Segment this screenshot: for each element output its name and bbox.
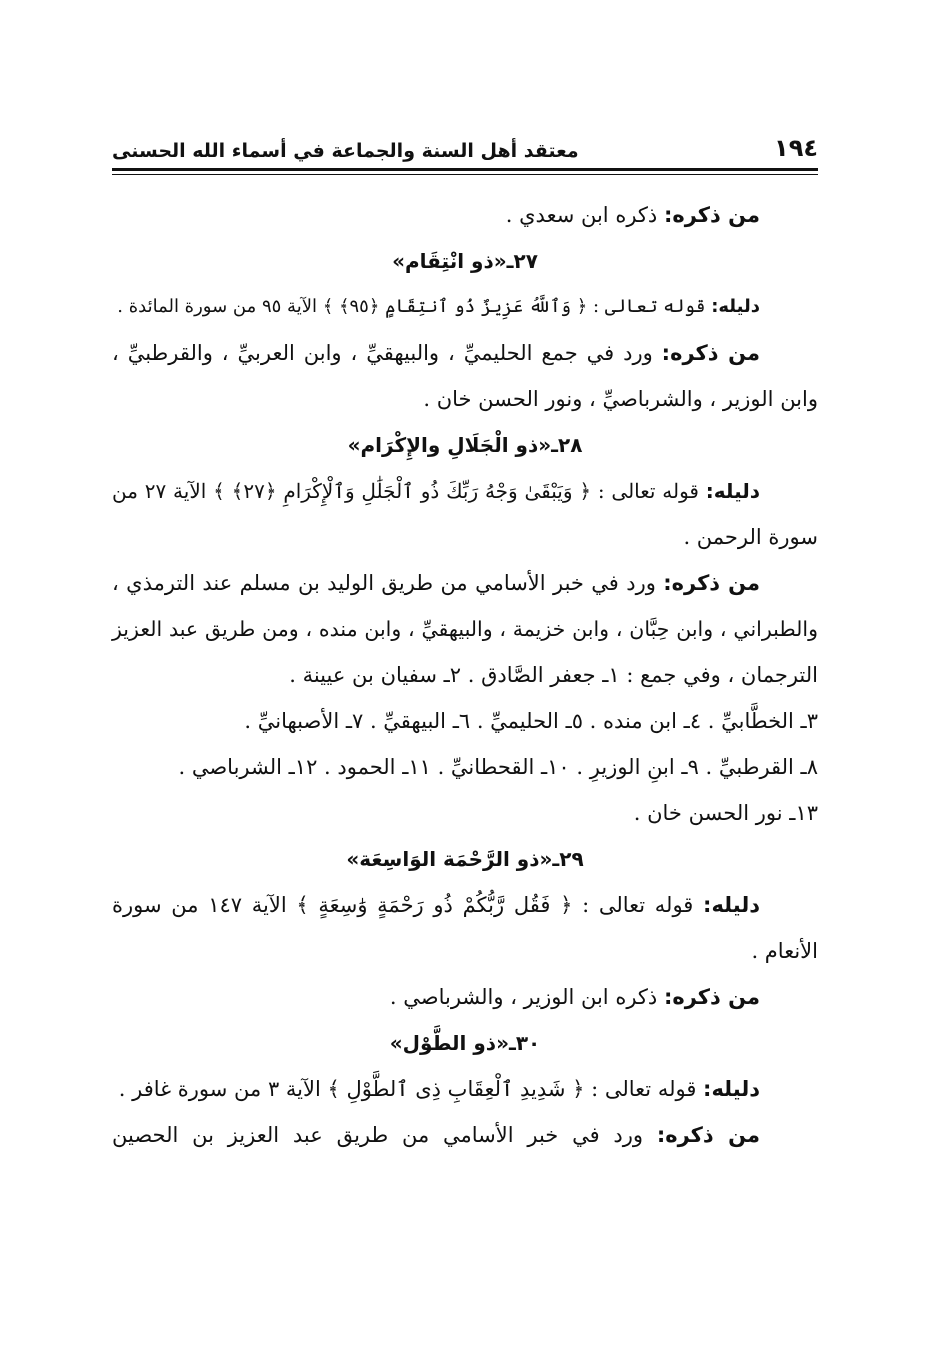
mentioned-label: من ذكره: (661, 341, 760, 365)
body-text (112, 192, 818, 1158)
mentioned-label: من ذكره: (656, 1123, 760, 1147)
mentioned-text: ورد في خبر الأسامي من طريق الوليد بن مسلم عند الترمذي ، (112, 571, 664, 595)
mentioned-line: والطبراني ، وابن حِبَّان ، وابن خزيمة ، والبيهقيِّ ، وابن منده ، ومن طريق عبد العزيز (112, 617, 818, 641)
header-title: معتقد أهل السنة والجماعة في أسماء الله الحسنى (112, 140, 579, 162)
mentioned-line (112, 560, 818, 606)
evidence-text: قوله تعالى : ﴿ شَدِيدِ ٱلْعِقَابِ ذِى ٱلطَّوْلِ ﴾ الآية ٣ من سورة غافر . (118, 1077, 704, 1101)
mentioned-line (112, 330, 818, 376)
mentioned-label: من ذكره: (663, 571, 760, 595)
evidence-label: دليله: (711, 296, 760, 317)
evidence-text: قوله تعالى : ﴿ وَيَبْقَىٰ وَجْهُ رَبِّكَ ذُو ٱلْجَلَٰلِ وَٱلْإِكْرَامِ ﴿٢٧﴾ ﴾ الآية ٢٧ من (112, 479, 706, 503)
evidence-line: سورة الرحمن . (683, 525, 818, 549)
evidence-label: دليله: (705, 479, 761, 503)
intro-mentioned-line (112, 192, 818, 238)
evidence-text: قوله تعالى : ﴿ وَٱللَّهُ عَزِيزٌ ذُو ٱنتِقَامٍ ﴿٩٥﴾ ﴾ الآية ٩٥ من سورة المائدة . (117, 296, 712, 317)
evidence-label: دليله: (703, 893, 760, 917)
section-heading: ٣٠ـ«ذو الطَّوْل» (389, 1031, 541, 1055)
evidence-line (112, 882, 818, 928)
section-heading: ٢٩ـ«ذو الرَّحْمَة الوَاسِعَة» (346, 847, 584, 871)
mentioned-line: ٨ـ القرطبيِّ . ٩ـ ابنِ الوزيرِ . ١٠ـ القحطانيِّ . ١١ـ الحمود . ١٢ـ الشرباصي . (178, 755, 818, 779)
mentioned-text: ذكره ابن الوزير ، والشرباصي . (389, 985, 664, 1009)
evidence-line (112, 1066, 818, 1112)
evidence-line (112, 284, 818, 330)
evidence-text: قوله تعالى : ﴿ فَقُل رَّبُّكُمْ ذُو رَحْمَةٍ وَٰسِعَةٍ ﴾ الآية ١٤٧ من سورة (112, 893, 704, 917)
page-number: ١٩٤ (774, 134, 818, 162)
section-heading: ٢٨ـ«ذو الْجَلَالِ والإِكْرَام» (347, 433, 583, 457)
intro-mentioned-text: ذكره ابن سعدي . (505, 203, 664, 227)
running-header (112, 128, 818, 162)
mentioned-line (112, 974, 818, 1020)
evidence-line: الأنعام . (751, 939, 818, 963)
mentioned-text: ورد في خبر الأسامي من طريق عبد العزيز بن الحصين (112, 1123, 657, 1147)
mentioned-line (112, 1112, 818, 1158)
mentioned-label: من ذكره: (663, 985, 760, 1009)
mentioned-line: ١٣ـ نور الحسن خان . (633, 801, 818, 825)
header-rule-thin (112, 174, 818, 175)
mentioned-line: ٣ـ الخطَّابيِّ . ٤ـ ابن منده . ٥ـ الحليميِّ . ٦ـ البيهقيِّ . ٧ـ الأصبهانيِّ . (244, 709, 818, 733)
book-page (112, 0, 818, 1369)
mentioned-text: ورد في جمع الحليميِّ ، والبيهقيِّ ، وابن العربيِّ ، والقرطبيِّ ، (112, 341, 662, 365)
mentioned-label: من ذكره: (663, 203, 760, 227)
mentioned-line: الترجمان ، وفي جمع : ١ـ جعفر الصَّادق . ٢ـ سفيان بن عيينة . (289, 663, 818, 687)
section-heading: ٢٧ـ«ذو انْتِقَام» (392, 249, 538, 273)
header-rule-thick (112, 168, 818, 171)
evidence-line (112, 468, 818, 514)
evidence-label: دليله: (703, 1077, 760, 1101)
mentioned-line: وابن الوزير ، والشرباصيِّ ، ونور الحسن خان . (423, 387, 818, 411)
